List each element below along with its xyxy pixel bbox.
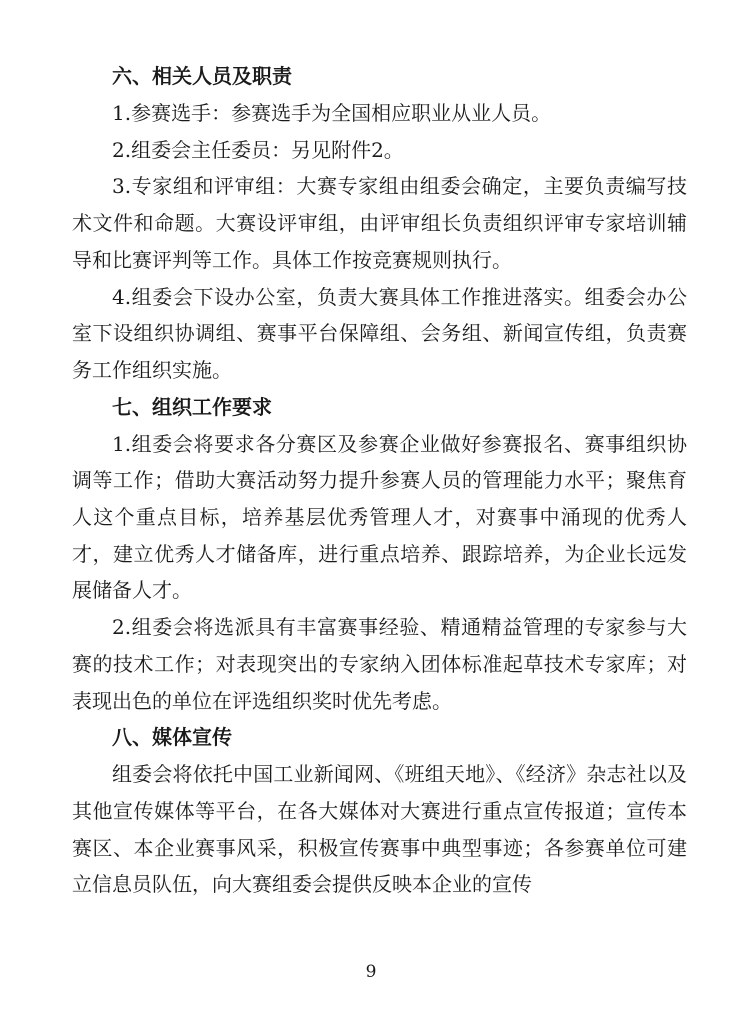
paragraph: 组委会将依托中国工业新闻网、《班组天地》、《经济》杂志社以及其他宣传媒体等平台，在各大媒体对大赛进行重点宣传报道；宣传本赛区、本企业赛事风采，积极宣传赛事中典型事迹；各参赛单位可建立信息员队伍，向大赛组委会提供反映本企业的宣传 bbox=[72, 762, 687, 897]
page-number: 9 bbox=[365, 962, 377, 982]
document-body bbox=[72, 58, 687, 903]
paragraph: 1.组委会将要求各分赛区及参赛企业做好参赛报名、赛事组织协调等工作；借助大赛活动努力提升参赛人员的管理能力水平；聚焦育人这个重点目标，培养基层优秀管理人才，对赛事中涌现的优秀人才，建立优秀人才储备库，进行重点培养、跟踪培养，为企业长远发展储备人才。 bbox=[72, 431, 687, 603]
paragraph: 1.参赛选手：参赛选手为全国相应职业从业人员。 bbox=[112, 101, 552, 125]
paragraph: 2.组委会主任委员：另见附件2。 bbox=[112, 137, 404, 162]
section-heading: 七、组织工作要求 bbox=[112, 394, 272, 419]
section-eight bbox=[72, 719, 687, 903]
section-seven bbox=[72, 389, 687, 720]
section-heading: 八、媒体宣传 bbox=[112, 725, 232, 750]
section-heading: 六、相关人员及职责 bbox=[112, 64, 292, 88]
paragraph: 3.专家组和评审组：大赛专家组由组委会确定，主要负责编写技术文件和命题。大赛设评审组，由评审组长负责组织评审专家培训辅导和比赛评判等工作。具体工作按竞赛规则执行。 bbox=[72, 174, 687, 272]
paragraph: 4.组委会下设办公室，负责大赛具体工作推进落实。组委会办公室下设组织协调组、赛事平台保障组、会务组、新闻宣传组，负责赛务工作组织实施。 bbox=[72, 284, 687, 382]
section-six bbox=[72, 58, 687, 389]
paragraph: 2.组委会将选派具有丰富赛事经验、精通精益管理的专家参与大赛的技术工作；对表现突出的专家纳入团体标准起草技术专家库；对表现出色的单位在评选组织奖时优先考虑。 bbox=[72, 615, 687, 713]
